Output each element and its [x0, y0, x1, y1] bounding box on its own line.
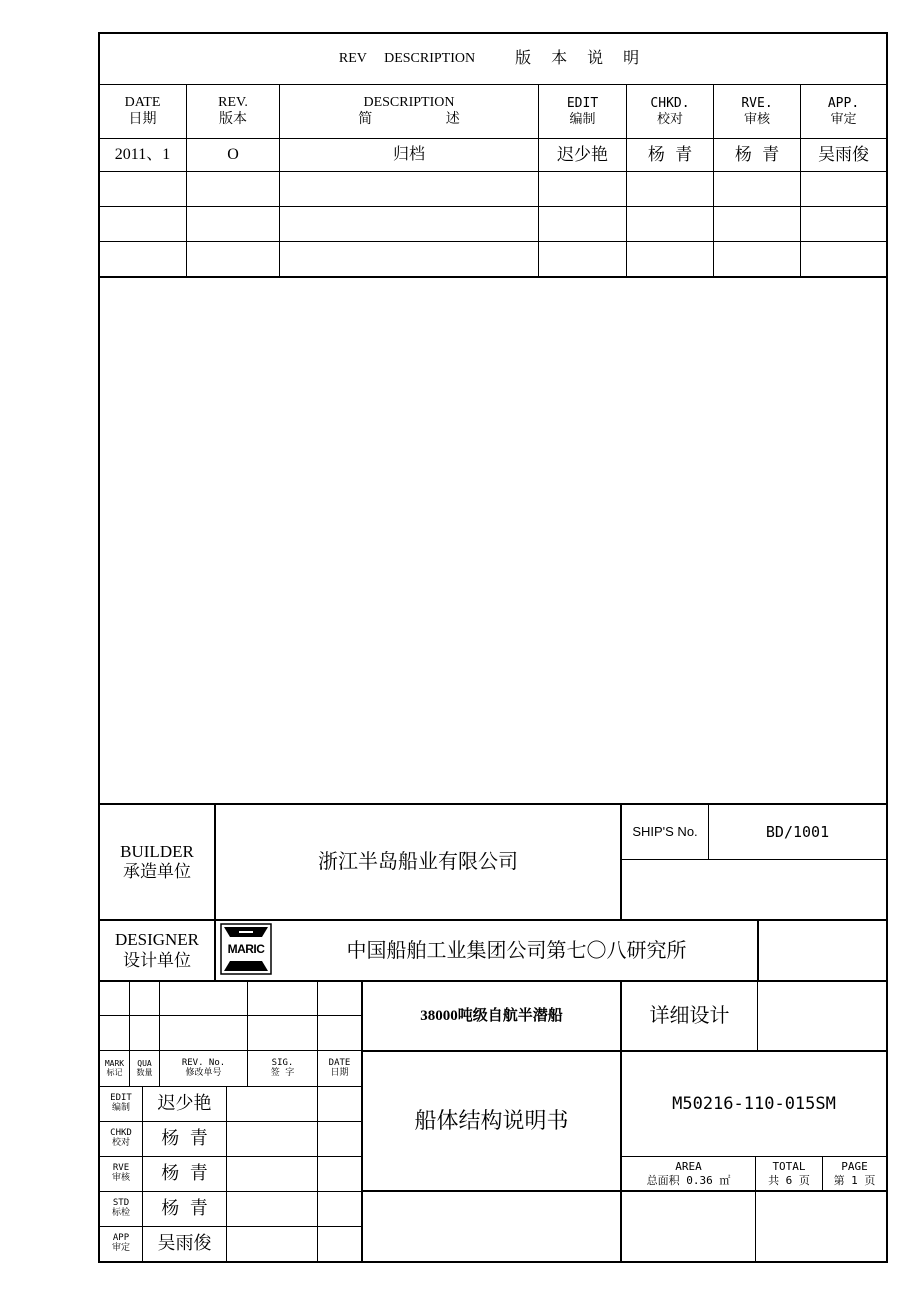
sig-name-std: 杨 青	[161, 1198, 208, 1219]
sig-header: SIG. 签 字	[270, 1057, 295, 1078]
document-title: 船体结构说明书	[414, 1107, 569, 1133]
header-chkd: CHKD. 校对	[650, 95, 690, 127]
designer-label: DESIGNER 设计单位	[114, 930, 200, 970]
builder-label: BUILDER 承造单位	[120, 841, 194, 881]
ship-no-label: SHIP'S No.	[632, 824, 698, 840]
header-edit: EDIT 编制	[566, 95, 599, 127]
maric-logo	[220, 923, 272, 975]
document-number: M50216-110-015SM	[672, 1093, 836, 1114]
builder-name: 浙江半岛船业有限公司	[318, 851, 518, 873]
sig-label-std: STD 标检	[111, 1198, 130, 1218]
sig-label-app: APP 审定	[111, 1233, 130, 1253]
header-rev: REV. 版本	[218, 94, 248, 127]
sig-label-rve: RVE 审核	[111, 1163, 130, 1183]
sig-label-edit: EDIT 编制	[110, 1093, 132, 1113]
sig-name-app: 吴雨俊	[157, 1233, 212, 1254]
row-chkd: 杨 青	[647, 144, 693, 164]
maric-logo-text: MARIC	[227, 941, 265, 956]
header-description: DESCRIPTION 简 述	[358, 94, 460, 127]
row-date: 2011、1	[114, 146, 171, 164]
row-rev: O	[227, 146, 239, 164]
sig-label-chkd: CHKD 校对	[110, 1128, 132, 1148]
sig-name-chkd: 杨 青	[161, 1128, 208, 1149]
mark-header: MARK 标记	[104, 1058, 125, 1077]
rev-no-header: REV. No. 修改单号	[181, 1057, 226, 1078]
row-description: 归档	[392, 146, 425, 164]
header-app: APP. 审定	[827, 95, 860, 127]
date-header: DATE 日期	[328, 1057, 351, 1078]
sig-name-edit: 迟少艳	[157, 1093, 212, 1114]
header-date: DATE 日期	[124, 94, 161, 127]
ship-no-value: BD/1001	[765, 823, 830, 841]
sig-name-rve: 杨 青	[161, 1163, 208, 1184]
design-stage: 详细设计	[649, 1005, 730, 1027]
row-rve: 杨 青	[734, 144, 780, 164]
header-rve: RVE. 审核	[741, 95, 773, 127]
rev-table-title: REV DESCRIPTION 版 本 说 明	[338, 50, 648, 68]
page-cell: PAGE 第 1 页	[833, 1160, 876, 1187]
qua-header: QUA 数量	[136, 1058, 153, 1077]
total-cell: TOTAL 共 6 页	[768, 1160, 810, 1187]
ship-name: 38000吨级自航半潜船	[420, 1008, 563, 1024]
row-edit: 迟少艳	[557, 144, 608, 164]
row-app: 吴雨俊	[818, 144, 869, 164]
designer-name: 中国船舶工业集团公司第七〇八研究所	[346, 939, 687, 962]
area-cell: AREA 总面积 0.36 ㎡	[646, 1160, 731, 1187]
